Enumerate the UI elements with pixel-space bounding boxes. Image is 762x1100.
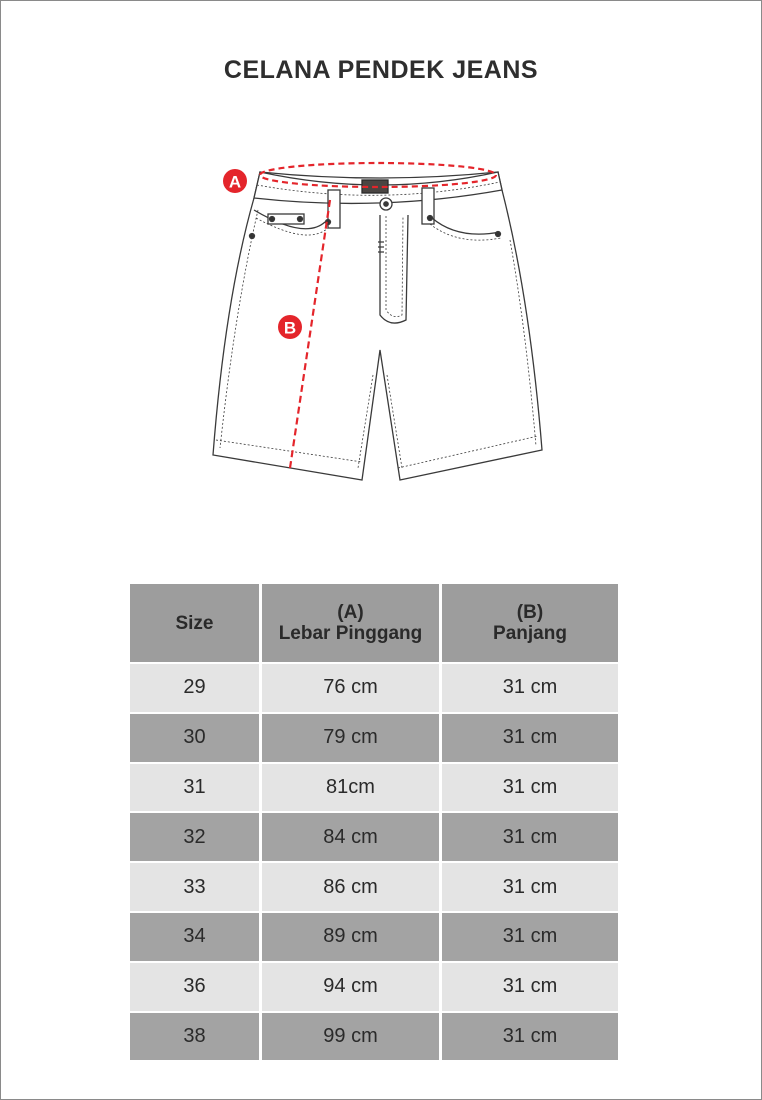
length-cell: 31 cm <box>442 863 618 913</box>
size-cell: 33 <box>130 863 262 913</box>
size-cell: 38 <box>130 1013 262 1063</box>
table-row <box>130 863 618 913</box>
waist-cell: 79 cm <box>262 714 442 764</box>
page-title: CELANA PENDEK JEANS <box>223 56 539 84</box>
marker-b <box>278 315 302 339</box>
table-header-row <box>130 584 618 664</box>
shorts-diagram <box>210 150 555 485</box>
length-cell: 31 cm <box>442 813 618 863</box>
waist-cell: 81cm <box>262 764 442 814</box>
size-cell: 31 <box>130 764 262 814</box>
table-row <box>130 813 618 863</box>
header-length <box>442 584 618 664</box>
length-cell: 31 cm <box>442 714 618 764</box>
length-cell: 31 cm <box>442 764 618 814</box>
table-row <box>130 664 618 714</box>
length-cell: 31 cm <box>442 913 618 963</box>
svg-text:A: A <box>228 172 242 192</box>
waist-cell: 99 cm <box>262 1013 442 1063</box>
header-length-label: Panjang <box>493 623 567 644</box>
header-waist-code: (A) <box>337 602 364 623</box>
size-cell: 29 <box>130 664 262 714</box>
table-row <box>130 714 618 764</box>
size-cell: 34 <box>130 913 262 963</box>
waist-cell: 84 cm <box>262 813 442 863</box>
shorts-outline <box>213 172 542 480</box>
header-waist <box>262 584 442 664</box>
marker-a <box>223 169 247 193</box>
table-row <box>130 963 618 1013</box>
size-cell: 30 <box>130 714 262 764</box>
waist-cell: 94 cm <box>262 963 442 1013</box>
waist-cell: 89 cm <box>262 913 442 963</box>
waist-cell: 76 cm <box>262 664 442 714</box>
header-waist-label: Lebar Pinggang <box>278 623 423 644</box>
size-cell: 36 <box>130 963 262 1013</box>
size-cell: 32 <box>130 813 262 863</box>
length-cell: 31 cm <box>442 664 618 714</box>
waist-cell: 86 cm <box>262 863 442 913</box>
length-cell: 31 cm <box>442 963 618 1013</box>
svg-text:B: B <box>283 318 297 338</box>
header-size <box>130 584 262 664</box>
header-size-label: Size <box>175 612 214 634</box>
header-length-code: (B) <box>516 602 544 623</box>
table-row <box>130 1013 618 1063</box>
length-cell: 31 cm <box>442 1013 618 1063</box>
table-row <box>130 913 618 963</box>
table-row <box>130 764 618 814</box>
size-chart-table <box>130 584 618 1062</box>
